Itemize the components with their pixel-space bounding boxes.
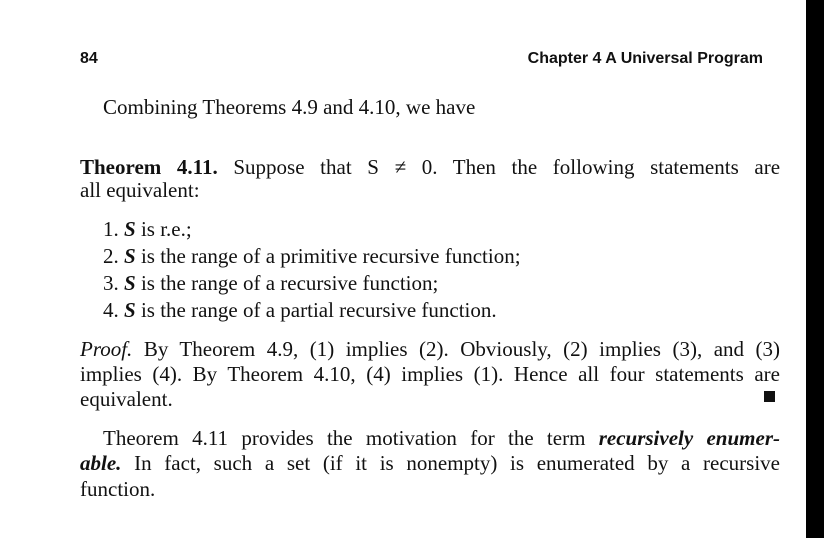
item-text: is the range of a recursive function; (135, 271, 439, 295)
theorem-statement-2: all equivalent: (80, 178, 200, 202)
recursively-enumerable-term-2: able. (80, 451, 122, 475)
proof-line-1 (80, 339, 780, 360)
item-variable: S (124, 217, 136, 241)
item-variable: S (124, 271, 136, 295)
closing-line-2 (80, 453, 780, 474)
closing-text-1: Theorem 4.11 provides the motivation for the term (103, 426, 599, 450)
item-text: is r.e.; (135, 217, 192, 241)
item-number: 3. (103, 271, 119, 295)
item-number: 1. (103, 217, 119, 241)
intro-sentence: Combining Theorems 4.9 and 4.10, we have (103, 95, 476, 119)
closing-line-3: function. (80, 477, 156, 501)
proof-text-1: By Theorem 4.9, (1) implies (2). Obviously, (2) implies (3), and (3) (143, 337, 781, 361)
theorem-statement-1: Suppose that S ≠ 0. Then the following statements are (233, 155, 781, 179)
recursively-enumerable-term-1: recursively enumer- (598, 426, 780, 450)
theorem-label: Theorem 4.11. (80, 155, 218, 179)
item-variable: S (124, 298, 136, 322)
theorem-item-3 (103, 273, 438, 294)
item-text: is the range of a primitive recursive function; (135, 244, 521, 268)
theorem-item-4 (103, 300, 497, 321)
running-head: Chapter 4 A Universal Program (527, 50, 763, 67)
page-number: 84 (80, 50, 98, 67)
item-text: is the range of a partial recursive function. (135, 298, 497, 322)
closing-text-2: In fact, such a set (if it is nonempty) is enumerated by a recursive (121, 451, 780, 475)
item-variable: S (124, 244, 136, 268)
closing-line-1 (103, 428, 780, 449)
theorem-item-1 (103, 219, 192, 240)
item-number: 4. (103, 298, 119, 322)
qed-square-icon (764, 391, 775, 402)
theorem-line-1 (80, 157, 780, 178)
proof-line-2: implies (4). By Theorem 4.10, (4) implies (1). Hence all four statements are (80, 362, 780, 386)
item-number: 2. (103, 244, 119, 268)
theorem-item-2 (103, 246, 521, 267)
proof-line-3: equivalent. (80, 387, 173, 411)
right-edge-border (806, 0, 824, 538)
proof-label: Proof. (80, 337, 133, 361)
